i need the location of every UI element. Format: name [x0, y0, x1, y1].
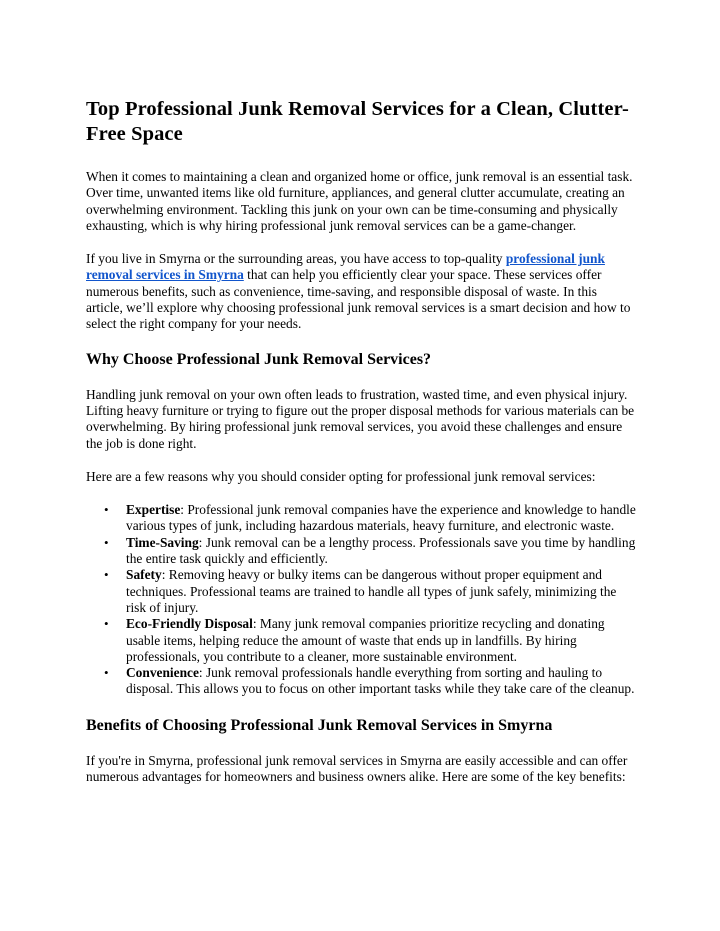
smyrna-paragraph-after-link: that can help you efficiently clear your space. These services offer numerous benefits, such as convenience, time-saving, and responsible disposal of waste. In this article, we’ll explore why choosing professional junk removal services is a smart decision and how to select the right company for your needs. — [86, 267, 631, 332]
list-item — [104, 616, 636, 665]
why-choose-paragraph: Handling junk removal on your own often leads to frustration, wasted time, and even physical injury. Lifting heavy furniture or trying to figure out the proper disposal methods for various materials can be overwhelming. By hiring professional junk removal services, you avoid these challenges and ensure the job is done right. — [86, 386, 635, 451]
section-heading-why-choose: Why Choose Professional Junk Removal Services? — [86, 350, 432, 368]
list-item-text: : Professional junk removal companies have the experience and knowledge to handle various types of junk, including hazardous materials, heavy furniture, and electronic waste. — [126, 502, 636, 534]
list-item-term: Safety — [126, 567, 162, 583]
page-title: Top Professional Junk Removal Services for a Clean, Clutter-Free Space — [86, 98, 629, 145]
reasons-list — [86, 502, 636, 698]
list-item — [104, 665, 636, 698]
list-item — [104, 502, 636, 535]
bullet-icon: • — [104, 534, 109, 550]
smyrna-paragraph-before-link: If you live in Smyrna or the surrounding areas, you have access to top-quality — [86, 251, 506, 267]
list-item-text: : Many junk removal companies prioritize recycling and donating usable items, helping reduce the amount of waste that ends up in landfills. By hiring professionals, you contribute to a cleaner, more sustainable environment. — [126, 616, 605, 664]
list-item-term: Eco-Friendly Disposal — [126, 616, 253, 632]
bullet-icon: • — [104, 502, 109, 518]
list-item-term: Expertise — [126, 502, 181, 518]
list-item-text: : Junk removal can be a lengthy process. Professionals save you time by handling the entire task quickly and efficiently. — [126, 534, 636, 567]
list-item-text: : Removing heavy or bulky items can be dangerous without proper equipment and techniques. Professional teams are trained to handle all types of junk safely, minimizing the risk of injury. — [126, 567, 617, 615]
bullet-icon: • — [104, 616, 109, 632]
list-item — [104, 567, 636, 616]
list-item-text: : Junk removal professionals handle everything from sorting and hauling to disposal. This allows you to focus on other important tasks while they take care of the cleanup. — [126, 665, 635, 697]
benefits-paragraph: If you're in Smyrna, professional junk removal services in Smyrna are easily accessible and can offer numerous advantages for homeowners and business owners alike. Here are some of the key benefits: — [86, 752, 628, 785]
list-item — [104, 534, 636, 568]
reasons-intro-paragraph: Here are a few reasons why you should consider opting for professional junk removal services: — [86, 468, 596, 484]
bullet-icon: • — [104, 567, 109, 583]
intro-paragraph: When it comes to maintaining a clean and organized home or office, junk removal is an essential task. Over time, unwanted items like old furniture, appliances, and general clutter accumulate, creating an overwhelming environment. Tackling this junk on your own can be time-consuming and physically exhausting, which is why hiring professional junk removal services can be a game-changer. — [86, 169, 633, 233]
smyrna-paragraph — [86, 251, 636, 332]
list-item-term: Time-Saving — [126, 534, 199, 550]
bullet-icon: • — [104, 665, 109, 681]
smyrna-services-link[interactable]: professional junk removal services in Smyrna — [86, 251, 605, 283]
section-heading-benefits: Benefits of Choosing Professional Junk Removal Services in Smyrna — [86, 716, 553, 734]
list-item-term: Convenience — [126, 665, 199, 681]
